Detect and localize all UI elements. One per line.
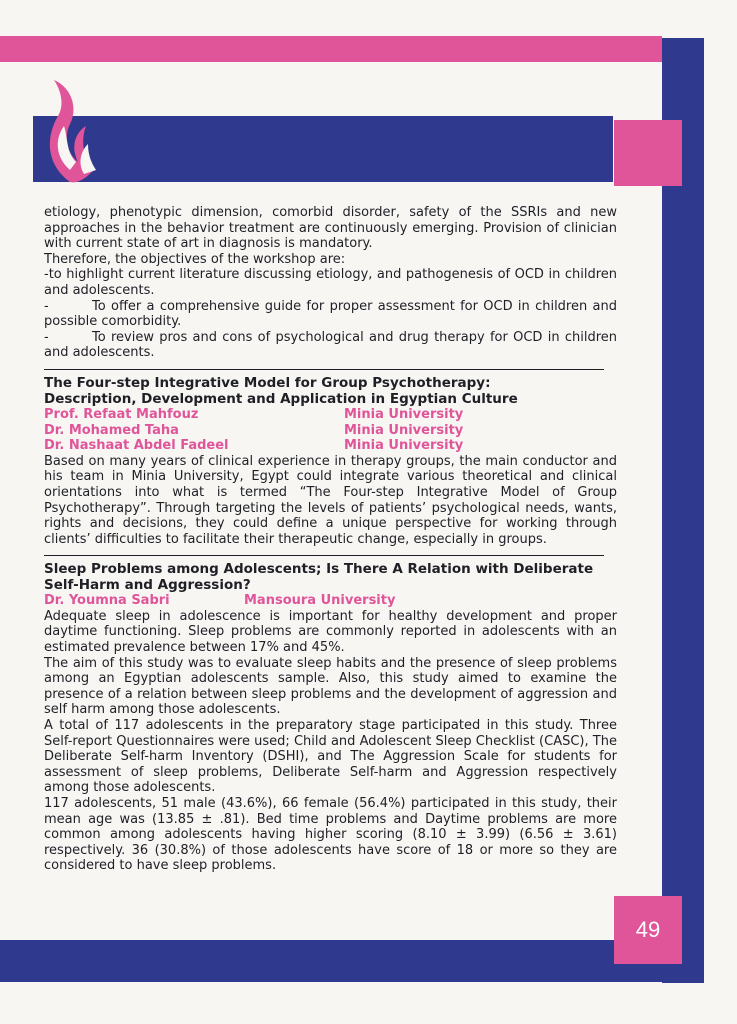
section1-author-3: [44, 438, 617, 454]
section2-paragraph-4: 117 adolescents, 51 male (43.6%), 66 female (56.4%) participated in this study, their mean age was (13.85 ± .81). Bed time problems and Daytime problems are more common among adolescents having higher scoring (8.10 ± 3.99) (6.56 ± 3.61) respectively. 36 (30.8%) of those adolescents have score of 18 or more so they are considered to have sleep problems.: [44, 796, 617, 874]
bullet-dash: -: [44, 329, 49, 345]
article-content: [44, 205, 617, 874]
author-name: Prof. Refaat Mahfouz: [44, 406, 199, 422]
section1-author-2: [44, 423, 617, 439]
section-divider: [44, 369, 604, 370]
bullet-dash: -: [44, 298, 49, 314]
author-name: Dr. Youmna Sabri: [44, 593, 170, 609]
header-pink-square: [614, 120, 682, 186]
section-divider: [44, 555, 604, 556]
header-blue-banner: [33, 116, 613, 182]
author-name: Dr. Mohamed Taha: [44, 422, 179, 438]
section2-title: Sleep Problems among Adolescents; Is There A Relation with Deliberate Self-Harm and Aggression?: [44, 561, 594, 594]
author-affiliation: Minia University: [344, 406, 464, 422]
top-pink-bar: [0, 36, 662, 62]
section1-author-1: [44, 407, 617, 423]
author-name: Dr. Nashaat Abdel Fadeel: [44, 438, 229, 454]
intro-paragraph: etiology, phenotypic dimension, comorbid disorder, safety of the SSRIs and new approaches in the behavior treatment are continuously emerging. Provision of clinician with current state of art in diagnosis is mandatory.: [44, 205, 617, 252]
section2-paragraph-1: Adequate sleep in adolescence is important for healthy development and proper daytime functioning. Sleep problems are commonly reported in adolescents with an estimated prevalence between 17% and 45%.: [44, 608, 617, 656]
section2-paragraph-2: The aim of this study was to evaluate sleep habits and the presence of sleep problems among an Egyptian adolescents sample. Also, this study aimed to examine the presence of a relation between sleep problems and the development of aggression and self harm among those adolescents.: [44, 655, 617, 718]
bottom-blue-bar: [0, 940, 662, 982]
page-number: 49: [614, 896, 682, 964]
section1-title: The Four-step Integrative Model for Group Psychotherapy: Description, Development and Application in Egyptian Culture: [44, 374, 518, 407]
section1-body: Based on many years of clinical experience in therapy groups, the main conductor and his team in Minia University, Egypt could integrate various theoretical and clinical orientations into what is termed “The Four-step Integrative Model of Group Psychotherapy”. Through targeting the levels of patients’ psychological needs, wants, rights and decisions, they could define a unique perspective for working through clients’ difficulties to facilitate their therapeutic change, especially in groups.: [44, 453, 617, 547]
intro-objectives-lead: Therefore, the objectives of the workshop are:: [44, 251, 346, 267]
section2-author: [44, 593, 617, 609]
section2-paragraph-3: A total of 117 adolescents in the preparatory stage participated in this study. Three Self-report Questionnaires were used; Child and Adolescent Sleep Checklist (CASC), The Deliberate Self-harm Inventory (DSHI), and The Aggression Scale for students for assessment of sleep problems, Deliberate Self-harm and Aggression respectively among those adolescents.: [44, 718, 617, 796]
author-affiliation: Mansoura University: [244, 593, 396, 609]
pink-flame-flourish-icon: [40, 66, 100, 186]
author-affiliation: Minia University: [344, 438, 464, 454]
author-affiliation: Minia University: [344, 422, 464, 438]
intro-objective-1: -to highlight current literature discussing etiology, and pathogenesis of OCD in children and adolescents.: [44, 267, 617, 298]
intro-objective-3: - To review pros and cons of psychological and drug therapy for OCD in children and adolescents.: [44, 329, 617, 361]
intro-objective-2: - To offer a comprehensive guide for proper assessment for OCD in children and possible comorbidity.: [44, 298, 617, 330]
